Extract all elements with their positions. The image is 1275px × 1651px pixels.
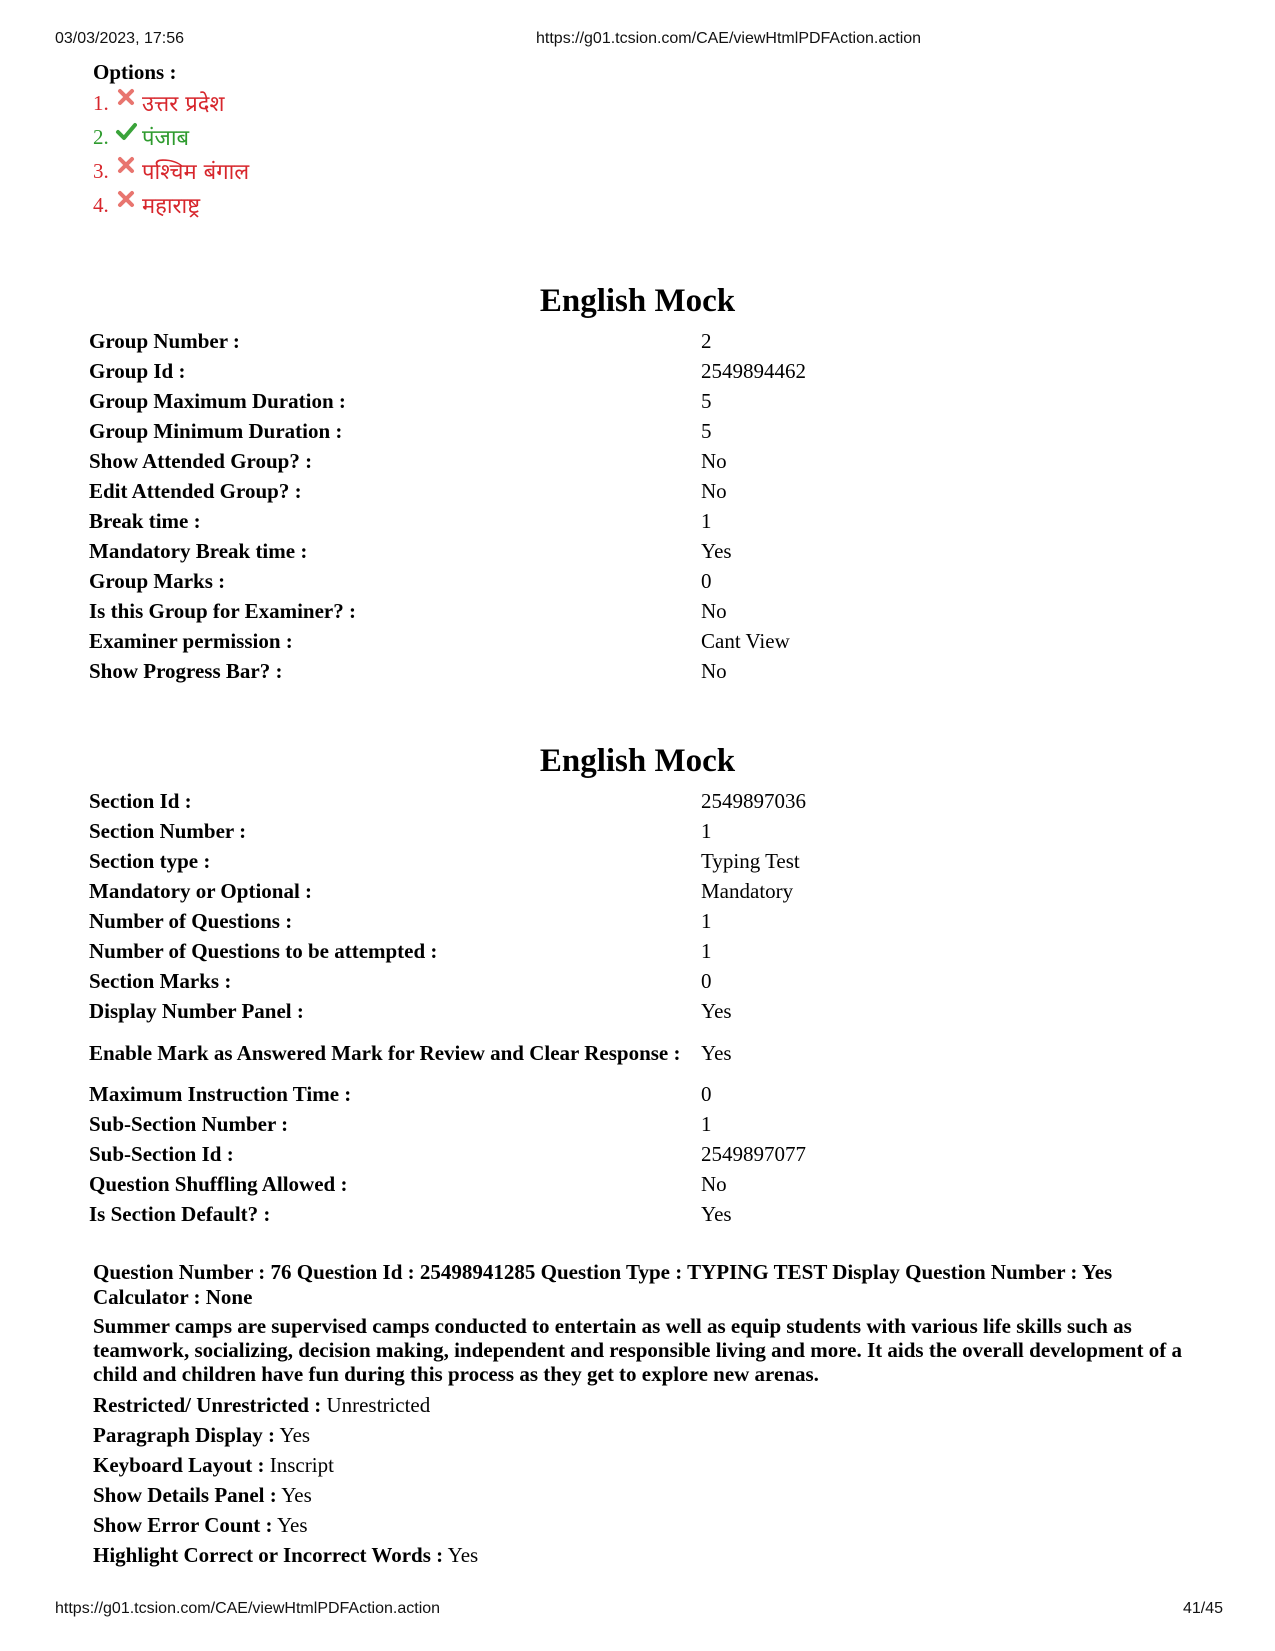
cross-icon [115,188,137,210]
info-value: 0 [701,569,712,593]
question-attribute [93,1390,1183,1420]
section-info-row [89,1169,1169,1199]
info-label: Maximum Instruction Time : [89,1082,352,1106]
info-label: Mandatory Break time : [89,539,308,563]
info-label: Mandatory or Optional : [89,879,313,903]
info-value: No [701,449,727,473]
info-value: Yes [701,999,732,1023]
info-label: Section Marks : [89,969,232,993]
info-label: Enable Mark as Answered Mark for Review and Clear Response : [89,1040,681,1065]
options-title: Options : [93,60,177,84]
group-title: English Mock [539,283,736,319]
section-info-row [89,906,1169,936]
info-label: Group Id : [89,359,186,383]
option-text: महाराष्ट्र [142,194,201,219]
info-label: Number of Questions to be attempted : [89,939,438,963]
info-label: Show Progress Bar? : [89,659,283,683]
info-label: Group Maximum Duration : [89,389,346,413]
question-attributes [93,1390,1183,1570]
info-value: Yes [701,1040,732,1065]
question-attribute [93,1510,1183,1540]
option-4 [93,188,249,222]
section-info-row [89,936,1169,966]
info-value: Mandatory [701,879,794,903]
info-label: Edit Attended Group? : [89,479,302,503]
group-info-row [89,356,1169,386]
info-value: 1 [701,509,712,533]
section-info-row [89,1109,1169,1139]
info-value: 0 [701,1082,712,1106]
group-info-row [89,476,1169,506]
info-label: Section type : [89,849,211,873]
info-label: Break time : [89,509,201,533]
group-info-table [89,326,1169,686]
attribute-value: Yes [281,1483,312,1507]
info-value: Yes [701,1202,732,1226]
question-attribute [93,1480,1183,1510]
group-info-row [89,386,1169,416]
info-label: Section Id : [89,789,192,813]
info-value: 5 [701,419,712,443]
info-label: Question Shuffling Allowed : [89,1172,348,1196]
attribute-label: Restricted/ Unrestricted : [93,1393,322,1417]
option-number: 4. [93,192,109,217]
section-info-row [89,1079,1169,1109]
attribute-value: Yes [279,1423,311,1447]
info-label: Sub-Section Id : [89,1142,234,1166]
question-text: Summer camps are supervised camps conducted to entertain as well as equip students with various life skills such as teamwork, socializing, decision making, independent and responsible living and more. It aids the overall development of a child and children have fun during this process as they get to explore new arenas. [93,1314,1182,1386]
attribute-value: Yes [276,1513,308,1537]
info-value: 1 [701,819,712,843]
section-info-row [89,1139,1169,1169]
section-info-table [89,786,1169,1229]
attribute-value: Yes [447,1543,479,1567]
print-datetime: 03/03/2023, 17:56 [55,30,185,47]
option-1 [93,86,249,120]
group-info-row [89,506,1169,536]
section-info-row [89,786,1169,816]
option-text: पंजाब [142,126,190,151]
section-info-row [89,846,1169,876]
print-footer-url: https://g01.tcsion.com/CAE/viewHtmlPDFAction.action [55,1600,441,1617]
info-value: 1 [701,909,712,933]
section-info-row [89,1199,1169,1229]
info-label: Group Minimum Duration : [89,419,343,443]
option-2 [93,120,249,154]
info-label: Group Number : [89,329,240,353]
attribute-label: Show Error Count : [93,1513,273,1537]
section-info-row [89,966,1169,996]
group-info-row [89,656,1169,686]
info-value: 2549897036 [701,789,806,813]
info-value: No [701,599,727,623]
question-block [93,1260,1183,1570]
attribute-label: Show Details Panel : [93,1483,277,1507]
info-label: Number of Questions : [89,909,293,933]
group-info-row [89,536,1169,566]
option-text: उत्तर प्रदेश [142,92,225,117]
option-number: 3. [93,158,109,183]
section-info-row [89,816,1169,846]
info-value: Yes [701,539,732,563]
option-number: 2. [93,124,109,149]
info-label: Display Number Panel : [89,999,304,1023]
section-title: English Mock [539,743,736,779]
group-info-row [89,326,1169,356]
question-attribute [93,1450,1183,1480]
section-info-row [89,876,1169,906]
attribute-value: Unrestricted [326,1393,431,1417]
info-value: Cant View [701,629,790,653]
option-3 [93,154,249,188]
group-info-row [89,566,1169,596]
info-label: Examiner permission : [89,629,293,653]
group-info-row [89,446,1169,476]
info-value: 2549894462 [701,359,806,383]
attribute-value: Inscript [269,1453,334,1477]
info-value: No [701,659,727,683]
info-value: 5 [701,389,712,413]
cross-icon [115,154,137,176]
group-info-row [89,416,1169,446]
info-value: 0 [701,969,712,993]
info-value: 1 [701,939,712,963]
option-number: 1. [93,90,109,115]
info-value: 1 [701,1112,712,1136]
question-attribute [93,1420,1183,1450]
section-info-row [89,996,1169,1026]
group-info-row [89,626,1169,656]
attribute-label: Highlight Correct or Incorrect Words : [93,1543,444,1567]
info-value: Typing Test [701,849,800,873]
info-label: Sub-Section Number : [89,1112,289,1136]
group-info-row [89,596,1169,626]
info-value: No [701,479,727,503]
question-header: Question Number : 76 Question Id : 25498941285 Question Type : TYPING TEST Display Question Number : Yes Calculator : None [93,1260,1113,1309]
info-value: 2 [701,329,712,353]
print-header-url: https://g01.tcsion.com/CAE/viewHtmlPDFAction.action [536,30,922,47]
info-value: No [701,1172,727,1196]
option-text: पश्चिम बंगाल [142,160,250,185]
info-value: 2549897077 [701,1142,806,1166]
info-label: Show Attended Group? : [89,449,313,473]
section-info-row [89,1026,1169,1079]
info-label: Is this Group for Examiner? : [89,599,356,623]
question-attribute [93,1540,1183,1570]
page-number: 41/45 [1183,1600,1224,1617]
info-label: Section Number : [89,819,247,843]
attribute-label: Keyboard Layout : [93,1453,265,1477]
options-block [93,58,249,222]
info-label: Group Marks : [89,569,226,593]
attribute-label: Paragraph Display : [93,1423,276,1447]
check-icon [115,120,137,142]
cross-icon [115,86,137,108]
info-label: Is Section Default? : [89,1202,271,1226]
